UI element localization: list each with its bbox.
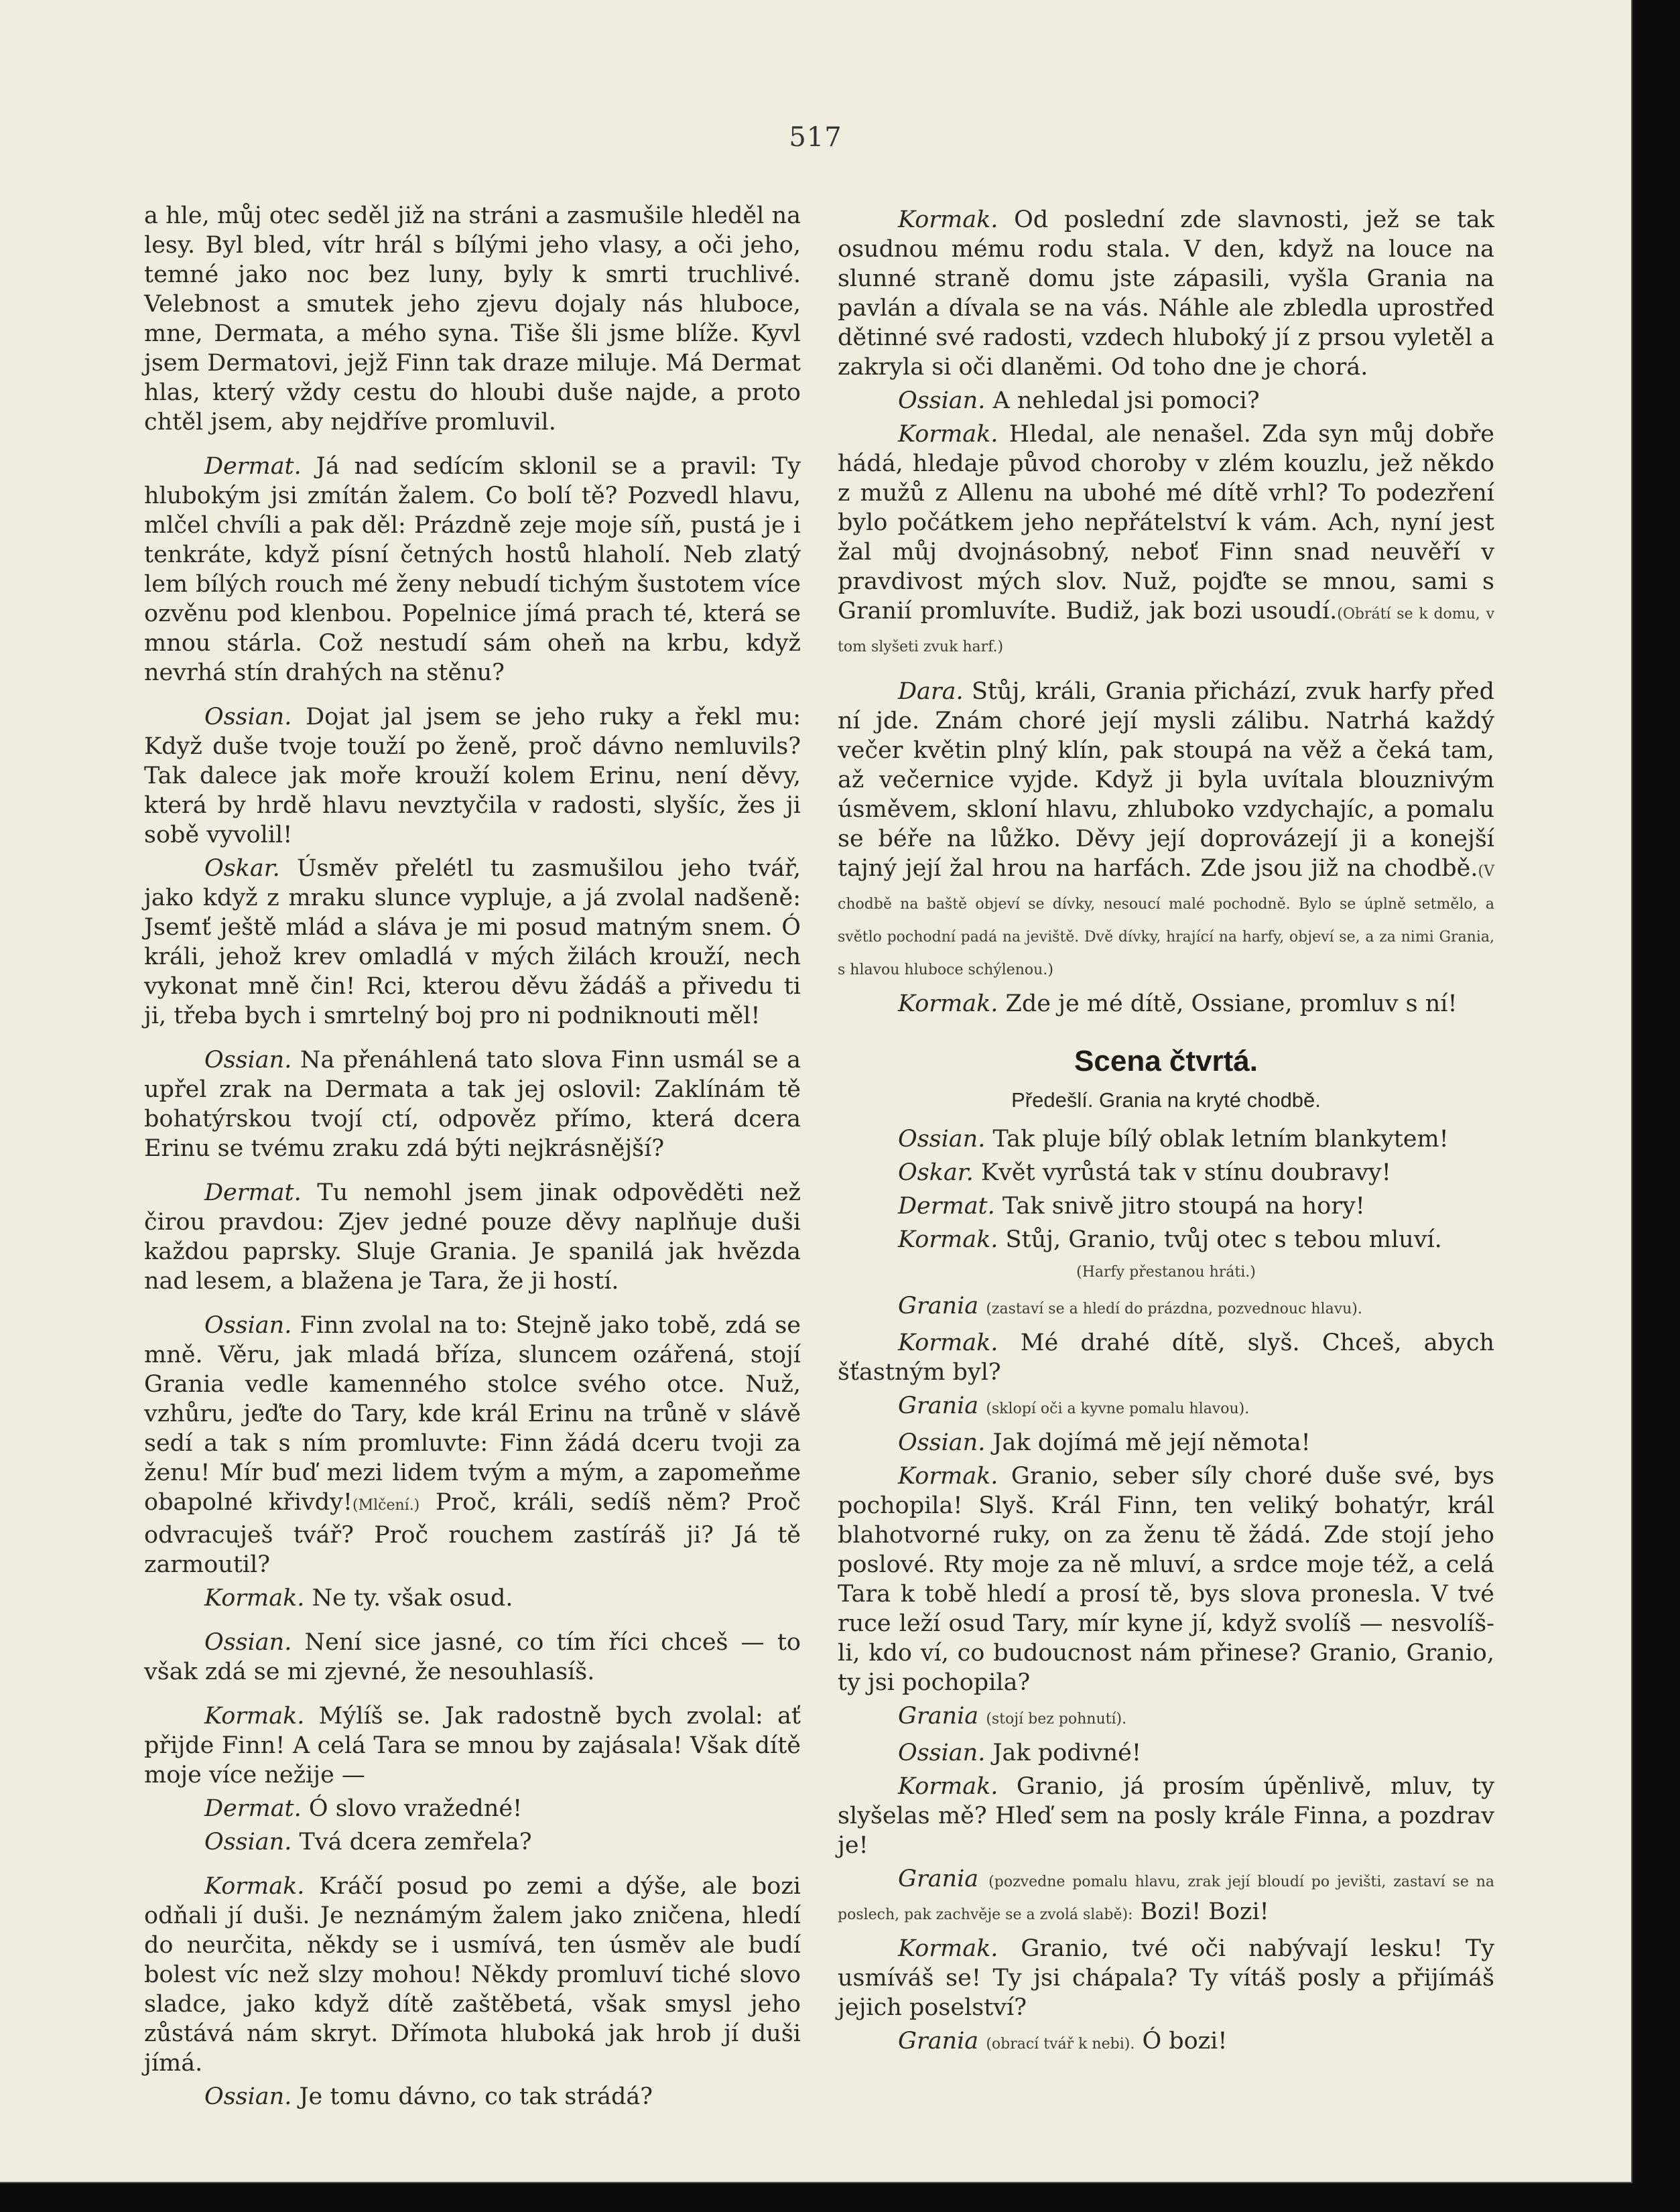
speaker-name: Ossian. bbox=[898, 387, 986, 414]
paragraph-text: Je tomu dávno, co tak strádá? bbox=[292, 2083, 653, 2110]
right-column bbox=[838, 201, 1494, 2059]
paragraph-text: Květ vyrůstá tak v stínu doubravy! bbox=[973, 1159, 1391, 1186]
dialogue-paragraph bbox=[838, 1191, 1494, 1221]
stage-direction: (sklopí oči a kyvne pomalu hlavou). bbox=[986, 1401, 1250, 1417]
paragraph-text: Jak podivné! bbox=[985, 1740, 1141, 1766]
paragraph-text: Granio, seber síly choré duše své, bys pochopila! Slyš. Král Finn, ten veliký bohatýr, král blahotvorné ruky, on za ženu tě žádá. Zde stojí jeho poslové. Rty moje za ně mluví, a srdce moje též, a celá Tara k tobě hledí a prosí tě, bys slova pronesla. V tvé ruce leží osud Tary, mír kyne jí, když svolíš — nesvolíš-li, kdo ví, co budoucnost nám přinese? Granio, Granio, ty jsi pochopila? bbox=[838, 1463, 1494, 1696]
speaker-name: Kormak. bbox=[898, 1463, 998, 1490]
dialogue-paragraph bbox=[838, 1428, 1494, 1457]
speaker-name: Ossian. bbox=[204, 1629, 292, 1656]
speaker-name: Kormak. bbox=[898, 1329, 998, 1356]
speaker-name: Ossian. bbox=[204, 1829, 292, 1856]
paragraph-text: Jak dojímá mě její němota! bbox=[985, 1429, 1311, 1456]
paragraph-text bbox=[978, 2028, 986, 2055]
speaker-name: Kormak. bbox=[898, 206, 998, 233]
dialogue-paragraph bbox=[144, 1045, 801, 1163]
stage-direction: (obrací tvář k nebi). bbox=[986, 2036, 1135, 2053]
dialogue-paragraph bbox=[144, 201, 801, 437]
speaker-name: Dermat. bbox=[204, 1179, 302, 1206]
paragraph-text: Kráčí posud po zemi a dýše, ale bozi odňali jí duši. Je neznámým žalem jako zničena, hledí do neurčita, někdy se i usmívá, ten úsměv ale budí bolest víc než slzy mohou! Někdy promluví tiché slovo sladce, jako když dítě zaštěbetá, však smysl jeho zůstává nám skryt. Dřímota hluboká jak hrob jí duši jímá. bbox=[144, 1873, 801, 2077]
speaker-name: Ossian. bbox=[204, 704, 292, 730]
dialogue-paragraph bbox=[838, 1225, 1494, 1254]
dialogue-paragraph bbox=[144, 1827, 801, 1857]
speaker-name: Oskar. bbox=[204, 855, 280, 882]
dialogue-paragraph bbox=[838, 419, 1494, 662]
dialogue-paragraph bbox=[838, 205, 1494, 382]
paragraph-text: Na přenáhlená tato slova Finn usmál se a upřel zrak na Dermata a tak jej oslovil: Zaklínám tě bohatýrskou tvojí ctí, odpověz přímo, která dcera Erinu se tvému zraku zdá býti nejkrásnější? bbox=[144, 1047, 801, 1162]
speaker-name: Oskar. bbox=[898, 1159, 974, 1186]
stage-direction: (V chodbě na baště objeví se dívky, nesoucí malé pochodně. Bylo se úplně setmělo, a světlo pochodní padá na jeviště. Dvě dívky, hrající na harfy, objeví se, a za nimi Grania, s hlavou hluboce schýlenou.) bbox=[838, 863, 1494, 978]
speaker-name: Ossian. bbox=[898, 1740, 986, 1766]
speaker-name: Grania bbox=[898, 1293, 979, 1319]
paragraph-text: Tak pluje bílý oblak letním blankytem! bbox=[985, 1126, 1449, 1153]
speaker-name: Grania bbox=[898, 1866, 979, 1892]
stage-direction: (Obrátí se k domu, v tom slyšeti zvuk harf.) bbox=[838, 606, 1494, 655]
paragraph-text: Stůj, Granio, tvůj otec s tebou mluví. bbox=[998, 1226, 1442, 1253]
dialogue-paragraph bbox=[838, 1254, 1494, 1287]
paragraph-text: Úsměv přelétl tu zasmušilou jeho tvář, jako když z mraku slunce vypluje, a já zvolal nadšeně: Jsemť ještě mlád a sláva je mi posud matným snem. Ó králi, jehož krev omladlá v mých žilách krouží, nech vykonat mně čin! Rci, kterou děvu žádáš a přivedu ti ji, třeba bych i smrtelný boj pro ni podniknouti měl! bbox=[144, 855, 801, 1029]
paragraph-text: a hle, můj otec seděl již na stráni a zasmušile hleděl na lesy. Byl bled, vítr hrál s bílými jeho vlasy, a oči jeho, temné jako noc bez luny, byly k smrti truchlivé. Velebnost a smutek jeho zjevu dojaly nás hluboce, mne, Dermata, a mého syna. Tiše šli jsme blíže. Kyvl jsem Dermatovi, jejž Finn tak draze miluje. Má Dermat hlas, který vždy cestu do hloubi duše najde, a proto chtěl jsem, aby nejdříve promluvil. bbox=[144, 202, 801, 436]
paragraph-text: Hledal, ale nenašel. Zda syn můj dobře hádá, hledaje původ choroby v zlém kouzlu, jež někdo z mužů z Allenu na ubohé mé dítě vrhl? To podezření bylo počátkem jeho nepřátelství k vám. Ach, nyní jest žal můj dvojnásobný, neboť Finn snad neuvěří v pravdivost mých slov. Nuž, pojďte se mnou, sami s Granií promluvíte. Budiž, jak bozi usoudí. bbox=[838, 421, 1494, 625]
paragraph-text: Není sice jasné, co tím říci chceš — to však zdá se mi zjevné, že nesouhlasíš. bbox=[144, 1629, 801, 1685]
stage-direction: (Harfy přestanou hráti.) bbox=[1076, 1264, 1256, 1281]
speaker-name: Kormak. bbox=[204, 1585, 305, 1612]
paragraph-tail: Bozi! Bozi! bbox=[1133, 1898, 1269, 1925]
paragraph-text: Stůj, králi, Grania přichází, zvuk harfy před ní jde. Znám choré její mysli zálibu. Natrhá každý večer květin plný klín, pak stoupá na věž a čeká tam, až večernice vyjde. Když ji byla uvítala blouznivým úsměvem, skloní hlavu, zhluboko vzdychajíc, a pomalu se béře na lůžko. Děvy její doprovázejí ji a konejší tajný její žal hrou na harfách. Zde jsou již na chodbě. bbox=[838, 678, 1494, 882]
stage-direction: (stojí bez pohnutí). bbox=[986, 1711, 1127, 1728]
dialogue-paragraph bbox=[838, 1461, 1494, 1697]
dialogue-paragraph bbox=[144, 1311, 801, 1579]
speaker-name: Kormak. bbox=[898, 1773, 998, 1800]
speaker-name: Dermat. bbox=[204, 1795, 302, 1822]
paragraph-text: Mýlíš se. Jak radostně bych zvolal: ať přijde Finn! A celá Tara se mnou by zajásala! Však dítě moje více nežije — bbox=[144, 1703, 801, 1788]
dialogue-paragraph bbox=[838, 1124, 1494, 1154]
paragraph-text: Tu nemohl jsem jinak odpověděti než čirou pravdou: Zjev jedné pouze děvy naplňuje duši každou paprsky. Sluje Grania. Je spanilá jak hvězda nad lesem, a blažena je Tara, že ji hostí. bbox=[144, 1179, 801, 1295]
speaker-name: Kormak. bbox=[898, 421, 998, 448]
paragraph-text bbox=[978, 1392, 986, 1419]
speaker-name: Dara. bbox=[898, 678, 964, 705]
speaker-name: Kormak. bbox=[204, 1873, 305, 1900]
speaker-name: Kormak. bbox=[898, 990, 998, 1017]
speaker-name: Dermat. bbox=[898, 1193, 995, 1220]
dialogue-paragraph bbox=[838, 1391, 1494, 1424]
dialogue-paragraph bbox=[144, 854, 801, 1031]
dialogue-paragraph bbox=[838, 2026, 1494, 2059]
paragraph-text bbox=[978, 1866, 988, 1892]
speaker-name: Grania bbox=[898, 1703, 979, 1730]
dialogue-paragraph bbox=[838, 1738, 1494, 1768]
page-number: 517 bbox=[789, 122, 842, 153]
paragraph-text: Tvá dcera zemřela? bbox=[292, 1829, 532, 1856]
speaker-name: Dermat. bbox=[204, 453, 302, 480]
dialogue-paragraph bbox=[144, 1628, 801, 1687]
dialogue-paragraph bbox=[838, 1934, 1494, 2022]
dialogue-paragraph bbox=[144, 452, 801, 688]
scene-subtitle: Předešlí. Grania na kryté chodbě. bbox=[1011, 1088, 1321, 1112]
dialogue-paragraph bbox=[144, 1872, 801, 2078]
speaker-name: Kormak. bbox=[898, 1935, 998, 1962]
paragraph-text: Ne ty. však osud. bbox=[304, 1585, 513, 1612]
dialogue-paragraph bbox=[144, 702, 801, 850]
speaker-name: Ossian. bbox=[204, 1312, 292, 1339]
paragraph-text: Granio, tvé oči nabývají lesku! Ty usmíváš se! Ty jsi chápala? Ty vítáš posly a přijímáš jejich poselství? bbox=[838, 1935, 1494, 2021]
dialogue-paragraph bbox=[838, 1291, 1494, 1324]
paragraph-text: Tak snivě jitro stoupá na hory! bbox=[994, 1193, 1365, 1220]
paragraph-text: A nehledal jsi pomoci? bbox=[985, 387, 1260, 414]
speaker-name: Grania bbox=[898, 2028, 979, 2055]
paragraph-text: Zde je mé dítě, Ossiane, promluv s ní! bbox=[998, 990, 1458, 1017]
dialogue-paragraph bbox=[838, 1864, 1494, 1930]
paragraph-text: Mé drahé dítě, slyš. Chceš, abych šťastným byl? bbox=[838, 1329, 1494, 1386]
paragraph-text: Finn zvolal na to: Stejně jako tobě, zdá se mně. Věru, jak mladá bříza, sluncem ozářená, stojí Grania vedle kamenného stolce svého otce. Nuž, vzhůru, jeďte do Tary, kde král Erinu na trůně v slávě sedí a tak s ním promluvte: Finn žádá dceru tvoji za ženu! Mír buď mezi lidem tvým a mým, a zapomeňme obapolné křivdy! bbox=[144, 1312, 801, 1516]
stage-direction: (pozvedne pomalu hlavu, zrak její bloudí po jevišti, zastaví se na poslech, pak zachvěje se a zvolá slabě): bbox=[838, 1874, 1494, 1923]
dialogue-paragraph bbox=[838, 1701, 1494, 1734]
scene-title: Scena čtvrtá. bbox=[1074, 1045, 1258, 1078]
paragraph-tail: Proč, králi, sedíš něm? Proč odvracuješ tvář? Proč rouchem zastíráš ji? Já tě zarmoutil? bbox=[144, 1489, 801, 1578]
dialogue-paragraph bbox=[838, 1772, 1494, 1860]
speaker-name: Ossian. bbox=[204, 2083, 292, 2110]
speaker-name: Ossian. bbox=[204, 1047, 292, 1074]
dialogue-paragraph bbox=[838, 1328, 1494, 1387]
speaker-name: Ossian. bbox=[898, 1126, 986, 1153]
paragraph-text: Granio, já prosím úpěnlivě, mluv, ty slyšelas mě? Hleď sem na posly krále Finna, a pozdrav je! bbox=[838, 1773, 1494, 1859]
dialogue-paragraph bbox=[838, 989, 1494, 1019]
paragraph-text: Od poslední zde slavnosti, jež se tak osudnou mému rodu stala. V den, když na louce na slunné straně domu jste zápasili, vyšla Grania na pavlán a dívala se na vás. Náhle ale zbledla uprostřed dětinné své radosti, vzdech hluboký jí z prsou vyletěl a zakryla si oči dlaněmi. Od toho dne je chorá. bbox=[838, 206, 1494, 381]
speaker-name: Grania bbox=[898, 1392, 979, 1419]
left-column bbox=[144, 201, 801, 2111]
stage-direction: (Mlčení.) bbox=[352, 1497, 420, 1514]
speaker-name: Kormak. bbox=[204, 1703, 305, 1730]
paragraph-text bbox=[978, 1703, 986, 1730]
dialogue-paragraph bbox=[144, 1794, 801, 1823]
dialogue-paragraph bbox=[838, 386, 1494, 415]
dialogue-paragraph bbox=[144, 1178, 801, 1296]
paragraph-tail: Ó bozi! bbox=[1135, 2028, 1228, 2055]
speaker-name: Ossian. bbox=[898, 1429, 986, 1456]
paragraph-text: Ó slovo vražedné! bbox=[301, 1795, 523, 1822]
paragraph-text: Já nad sedícím sklonil se a pravil: Ty hlubokým jsi zmítán žalem. Co bolí tě? Pozvedl hlavu, mlčel chvíli a pak děl: Prázdně zeje moje síň, pustá je i tenkráte, když písní četných hostů hlaholí. Neb zlatý lem bílých rouch mé ženy nebudí tichým šustotem více ozvěnu pod klenbou. Popelnice jímá prach té, která se mnou stárla. Což nestudí sám oheň na krbu, když nevrhá stín drahých na stěnu? bbox=[144, 453, 801, 686]
speaker-name: Kormak. bbox=[898, 1226, 998, 1253]
dialogue-paragraph bbox=[144, 2082, 801, 2111]
stage-direction: (zastaví se a hledí do prázdna, pozvednouc hlavu). bbox=[986, 1301, 1362, 1317]
dialogue-paragraph bbox=[144, 1701, 801, 1790]
dialogue-paragraph bbox=[838, 677, 1494, 985]
paragraph-text: Dojat jal jsem se jeho ruky a řekl mu: Když duše tvoje touží po ženě, proč dávno nemluvils? Tak dalece jak moře krouží kolem Erinu, není děvy, která by hrdě hlavu nevztyčila v radosti, slyšíc, žes ji sobě vyvolil! bbox=[144, 704, 801, 848]
dialogue-paragraph bbox=[838, 1158, 1494, 1187]
dialogue-paragraph bbox=[144, 1583, 801, 1613]
paragraph-text bbox=[978, 1293, 986, 1319]
